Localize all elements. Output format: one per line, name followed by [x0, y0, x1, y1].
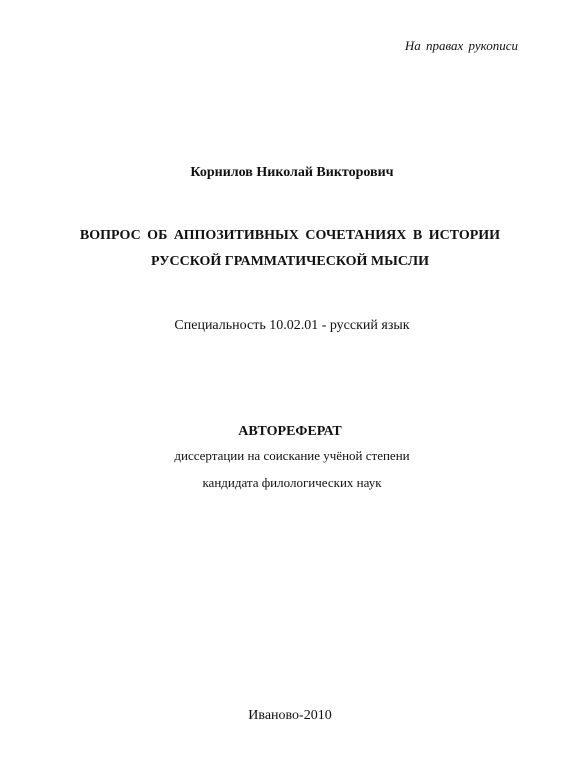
speciality-line: Специальность 10.02.01 - русский язык — [174, 318, 410, 333]
place-and-year: Иваново-2010 — [248, 708, 332, 723]
rights-note: На правах рукописи — [404, 38, 518, 53]
description-line-2: кандидата филологических наук — [202, 475, 382, 490]
description-line-1: диссертации на соискание учёной степени — [174, 448, 410, 463]
author-name: Корнилов Николай Викторович — [190, 165, 394, 180]
abstract-heading: АВТОРЕФЕРАТ — [238, 424, 342, 439]
title-line-2: РУССКОЙ ГРАММАТИЧЕСКОЙ МЫСЛИ — [151, 254, 429, 269]
title-line-1: ВОПРОС ОБ АППОЗИТИВНЫХ СОЧЕТАНИЯХ В ИСТОРИИ — [79, 228, 501, 243]
